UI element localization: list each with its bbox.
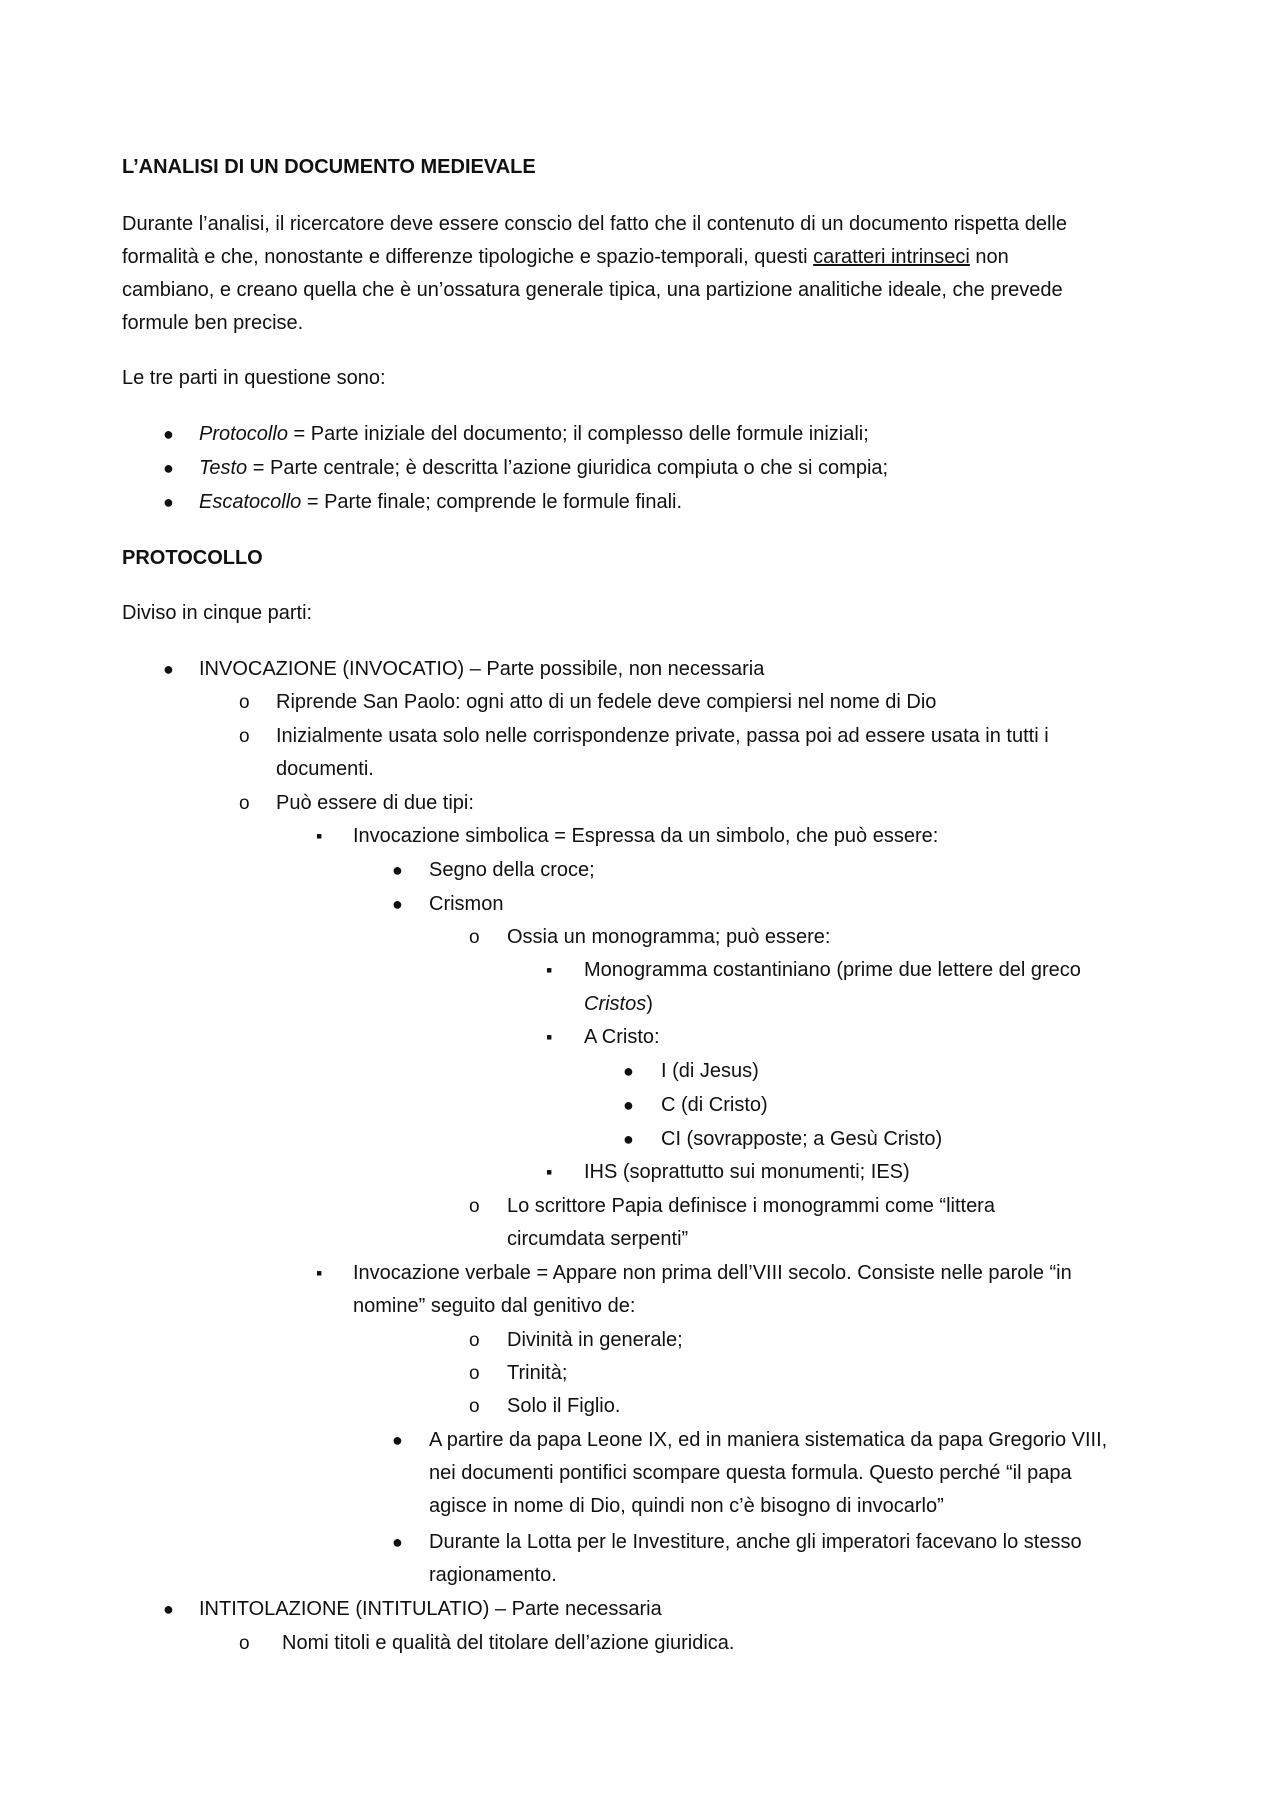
list-item: Ossia un monogramma; può essere: — [507, 926, 831, 948]
list-item-continuation: agisce in nome di Dio, quindi non c’è bisogno di invocarlo” — [429, 1495, 944, 1517]
intro-line: cambiano, e creano quella che è un’ossatura generale tipica, una partizione analitiche ideale, che prevede — [122, 279, 1063, 301]
circle-bullet-icon — [239, 1631, 250, 1656]
list-item: Divinità in generale; — [507, 1329, 683, 1351]
bullet-icon — [163, 490, 174, 514]
circle-bullet-icon — [469, 1194, 480, 1219]
page-title: L’ANALISI DI UN DOCUMENTO MEDIEVALE — [122, 156, 536, 178]
square-bullet-icon — [316, 1261, 322, 1285]
circle-bullet-icon — [469, 1394, 480, 1419]
list-item: IHS (soprattutto sui monumenti; IES) — [584, 1161, 910, 1183]
list-item: I (di Jesus) — [661, 1060, 759, 1082]
square-bullet-icon — [316, 824, 322, 848]
list-item-continuation: nomine” seguito dal genitivo de: — [353, 1295, 636, 1317]
list-item: A Cristo: — [584, 1026, 660, 1048]
list-item: CI (sovrapposte; a Gesù Cristo) — [661, 1128, 943, 1150]
list-item: A partire da papa Leone IX, ed in maniera sistematica da papa Gregorio VIII, — [429, 1429, 1108, 1451]
bullet-icon — [163, 422, 174, 446]
list-item: Solo il Figlio. — [507, 1395, 621, 1417]
section-heading: PROTOCOLLO — [122, 547, 263, 569]
list-item: Durante la Lotta per le Investiture, anche gli imperatori facevano lo stesso — [429, 1531, 1082, 1553]
bullet-icon — [163, 657, 174, 681]
bullet-icon — [623, 1127, 634, 1151]
list-item: Invocazione simbolica = Espressa da un simbolo, che può essere: — [353, 825, 939, 847]
list-item: Testo = Parte centrale; è descritta l’azione giuridica compiuta o che si compia; — [199, 457, 889, 479]
square-bullet-icon — [546, 958, 552, 982]
circle-bullet-icon — [239, 791, 250, 816]
intro-line: Durante l’analisi, il ricercatore deve essere conscio del fatto che il contenuto di un documento rispetta delle — [122, 213, 1067, 235]
bullet-icon — [392, 892, 403, 916]
underlined-term: caratteri intrinseci — [813, 246, 970, 268]
list-item: Invocazione verbale = Appare non prima dell’VIII secolo. Consiste nelle parole “in — [353, 1262, 1072, 1284]
list-item: Protocollo = Parte iniziale del documento; il complesso delle formule iniziali; — [199, 423, 869, 445]
list-item: Può essere di due tipi: — [276, 792, 474, 814]
square-bullet-icon — [546, 1025, 552, 1049]
list-item: C (di Cristo) — [661, 1094, 768, 1116]
section-intro: Diviso in cinque parti: — [122, 602, 313, 624]
list-item: Trinità; — [507, 1362, 568, 1384]
bullet-icon — [163, 456, 174, 480]
parts-intro: Le tre parti in questione sono: — [122, 367, 386, 389]
circle-bullet-icon — [469, 925, 480, 950]
list-item: INTITOLAZIONE (INTITULATIO) – Parte necessaria — [199, 1598, 662, 1620]
bullet-icon — [623, 1059, 634, 1083]
list-item: Segno della croce; — [429, 859, 595, 881]
circle-bullet-icon — [239, 690, 250, 715]
list-item: Lo scrittore Papia definisce i monogrammi come “littera — [507, 1195, 995, 1217]
list-item-continuation: ragionamento. — [429, 1564, 557, 1586]
list-item: Escatocollo = Parte finale; comprende le formule finali. — [199, 491, 683, 513]
circle-bullet-icon — [469, 1328, 480, 1353]
list-item: Inizialmente usata solo nelle corrispondenze private, passa poi ad essere usata in tutti i — [276, 725, 1049, 747]
bullet-icon — [163, 1597, 174, 1621]
bullet-icon — [623, 1093, 634, 1117]
circle-bullet-icon — [239, 724, 250, 749]
square-bullet-icon — [546, 1160, 552, 1184]
list-item: Nomi titoli e qualità del titolare dell’azione giuridica. — [282, 1632, 735, 1654]
list-item-continuation: circumdata serpenti” — [507, 1228, 689, 1250]
intro-line: formalità e che, nonostante e differenze tipologiche e spazio-temporali, questi caratteri intrinseci non — [122, 246, 1009, 268]
bullet-icon — [392, 1428, 403, 1452]
bullet-icon — [392, 1530, 403, 1554]
list-item: INVOCAZIONE (INVOCATIO) – Parte possibile, non necessaria — [199, 658, 765, 680]
bullet-icon — [392, 858, 403, 882]
list-item: Monogramma costantiniano (prime due lettere del greco — [584, 959, 1081, 981]
list-item: Crismon — [429, 893, 504, 915]
list-item: Riprende San Paolo: ogni atto di un fedele deve compiersi nel nome di Dio — [276, 691, 937, 713]
circle-bullet-icon — [469, 1361, 480, 1386]
list-item-continuation: documenti. — [276, 758, 374, 780]
intro-line: formule ben precise. — [122, 312, 304, 334]
list-item-continuation: Cristos) — [584, 993, 653, 1015]
list-item-continuation: nei documenti pontifici scompare questa formula. Questo perché “il papa — [429, 1462, 1072, 1484]
